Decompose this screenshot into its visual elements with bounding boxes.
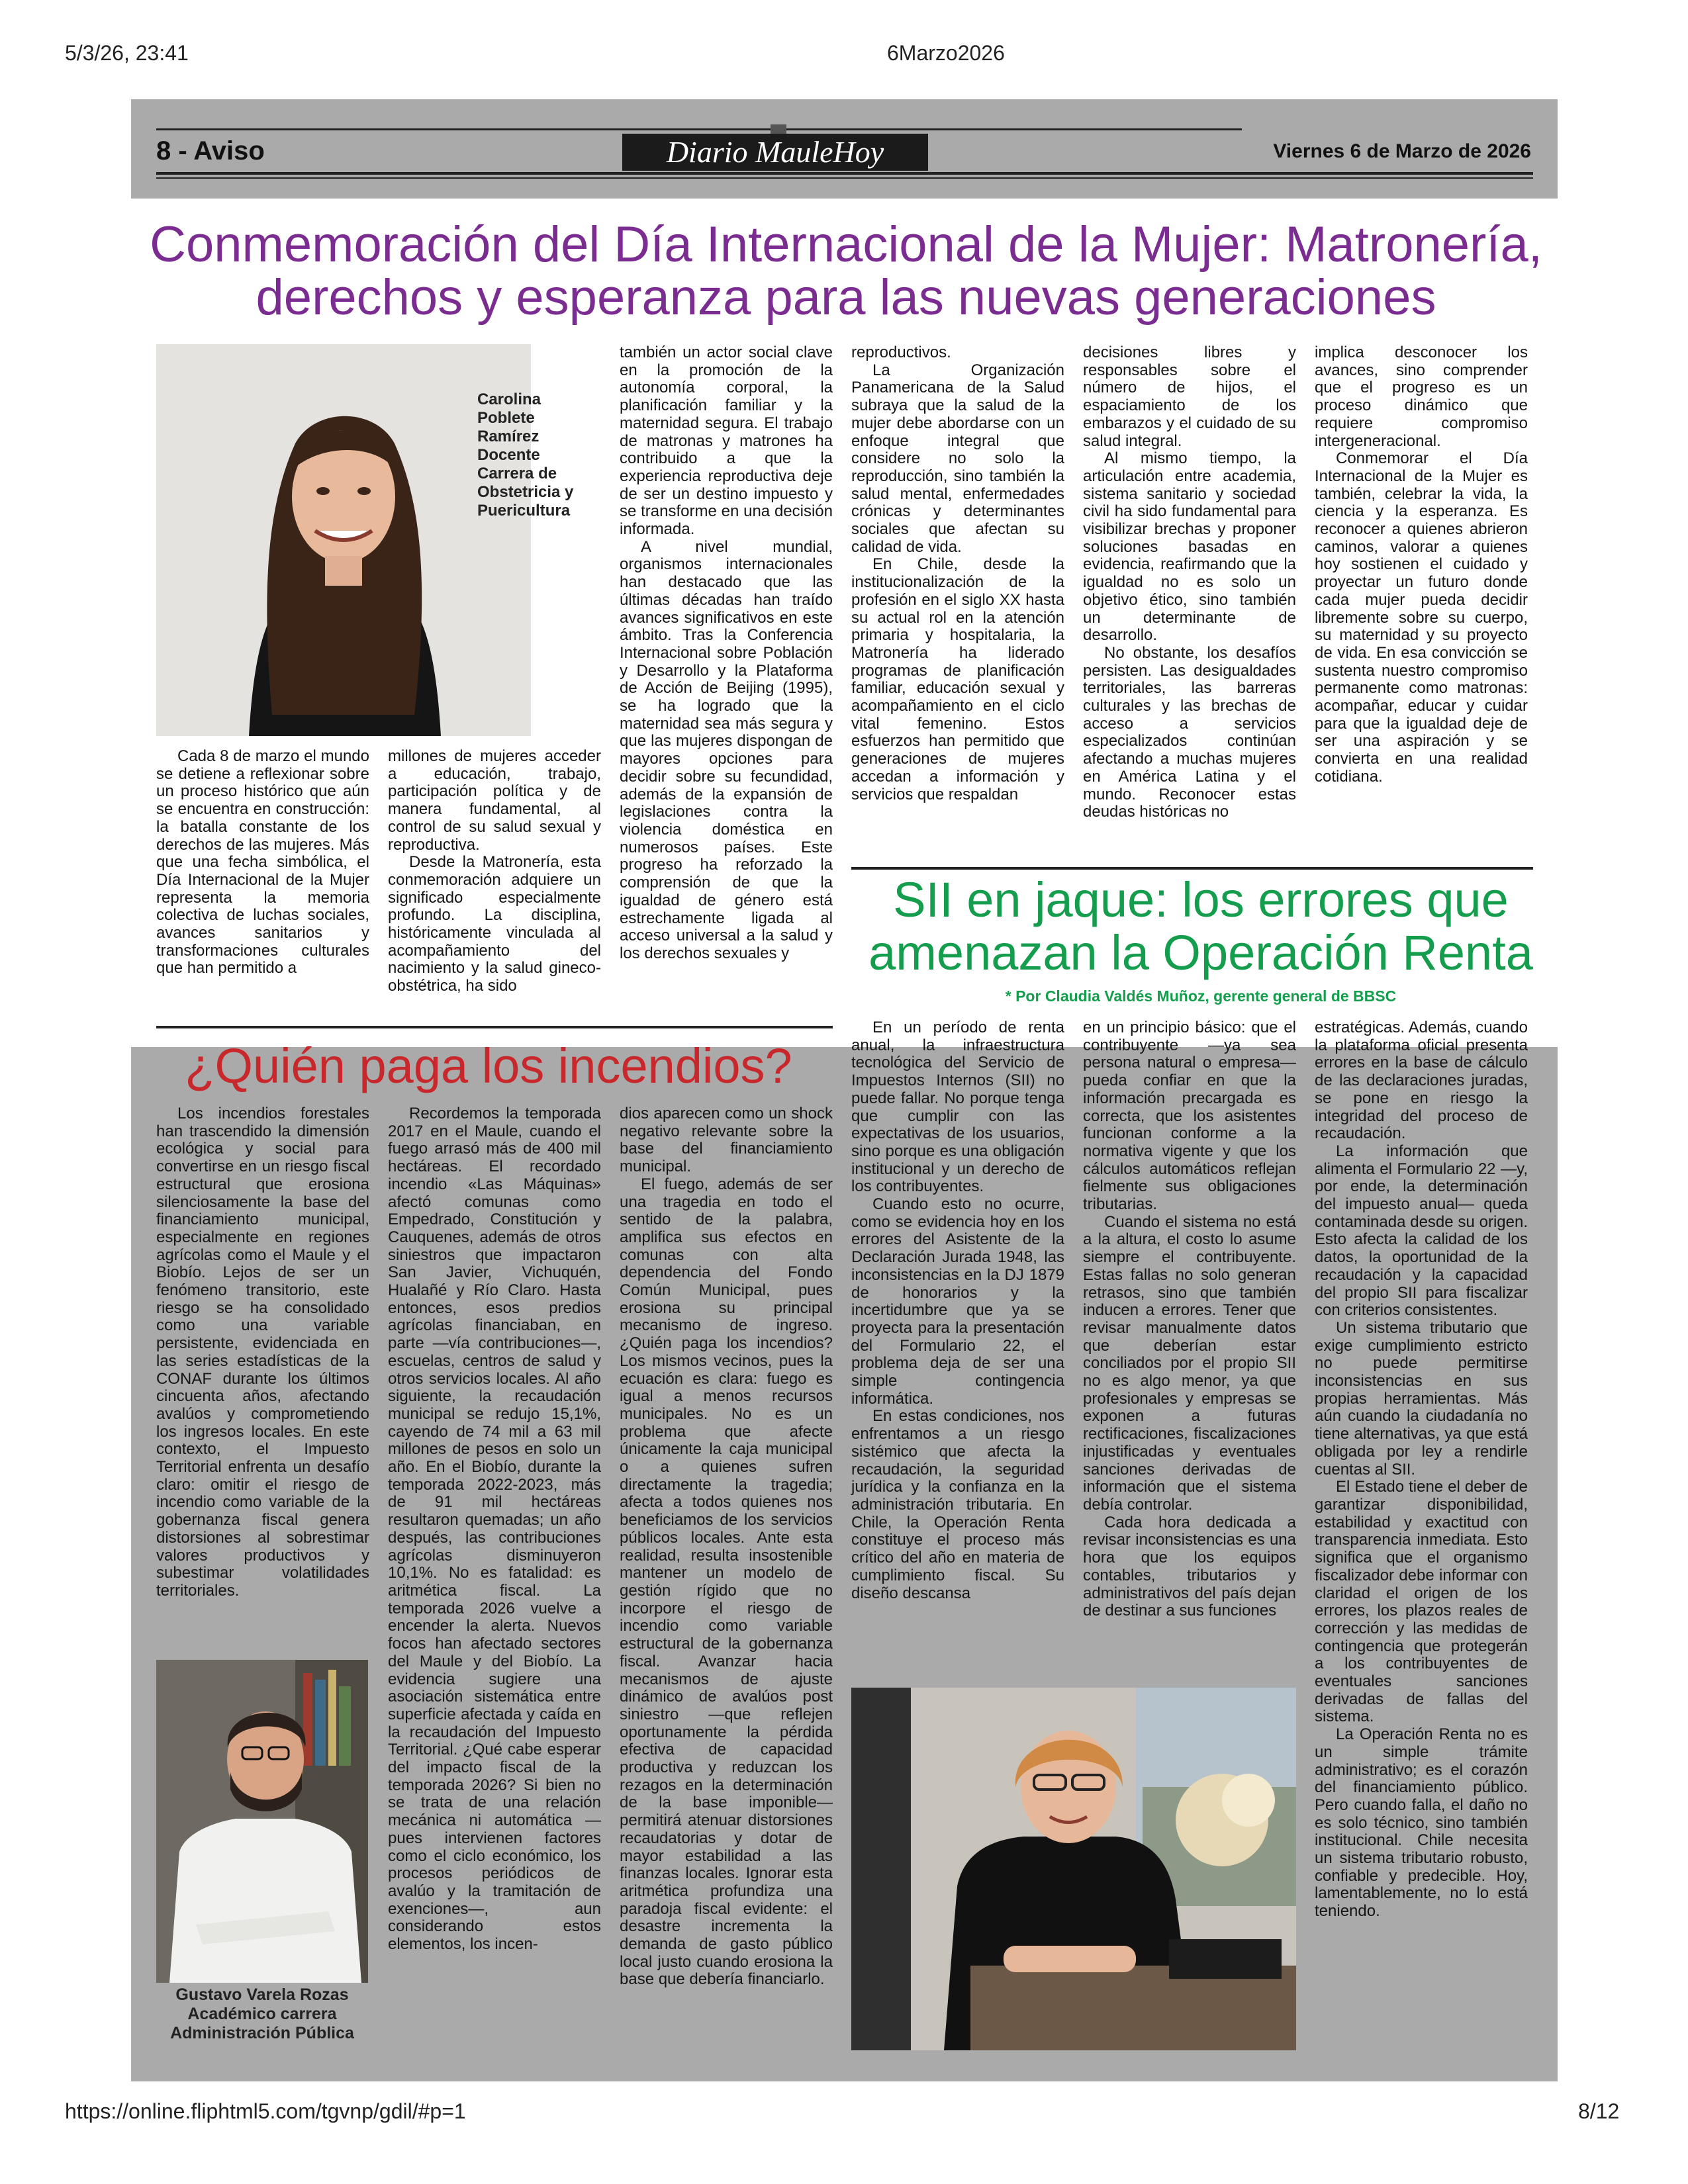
paragraph: dios aparecen como un shock negativo relevante sobre la base del financiamiento municipal.	[620, 1105, 833, 1176]
article-2-top-rule	[851, 867, 1533, 870]
article-2-col-1	[851, 1019, 1064, 1602]
paragraph: decisiones libres y responsables sobre el número de hijos, el espaciamiento de los embarazos y el cuidado de su salud integral.	[1083, 343, 1296, 450]
article-3-title: ¿Quién paga los incendios?	[185, 1038, 792, 1093]
paragraph: La Operación Renta no es un simple trámite administrativo; es el corazón del financiamiento público. Pero cuando falla, el daño no es solo técnico, sino también institucional. Chile necesita un sistema tributario robusto, confiable y predecible. Hoy, lamentablemente, no lo está teniendo.	[1315, 1725, 1528, 1921]
paragraph: millones de mujeres acceder a educación, trabajo, participación política y de manera fundamental, al control de su salud sexual y reproductiva.	[388, 747, 601, 854]
article-1-col-3	[620, 344, 833, 963]
article-3-col-1	[156, 1105, 369, 1600]
masthead-top-rule	[156, 128, 1242, 130]
paragraph: Cuando esto no ocurre, como se evidencia hoy en los errores del Asistente de la Declaración Jurada 1948, las inconsistencias en la DJ 1879 de honorarios y la incertidumbre que ya se proyecta para la presentación del Formulario 22, el problema deja de ser una simple contingencia informática.	[851, 1195, 1064, 1408]
newspaper-page	[131, 99, 1558, 2081]
article-1-col-2	[388, 748, 601, 995]
paragraph: No obstante, los desafíos persisten. Las desigualdades territoriales, las barreras culturales y las brechas de acceso a servicios especializados continúan afectando a muchas mujeres en América Latina y el mundo. Reconocer estas deudas históricas no	[1083, 643, 1296, 821]
article-2-col-2	[1083, 1019, 1296, 1620]
paragraph: La Organización Panamericana de la Salud subraya que la salud de la mujer debe abordarse con un enfoque integral que considere no solo la reproducción, sino también la salud mental, enfermedades crónicas y determinantes sociales que afectan su calidad de vida.	[851, 361, 1064, 556]
paragraph: El Estado tiene el deber de garantizar disponibilidad, estabilidad y exactitud con transparencia inmediata. Esto significa que el organismo fiscalizador debe informar con claridad el origen de los errores, los plazos reales de corrección y las medidas de contingencia que protegerán a los contribuyentes de eventuales sanciones derivadas de fallas del sistema.	[1315, 1478, 1528, 1726]
article-1-title: Conmemoración del Día Internacional de la Mujer: Matronería, derechos y esperanza para las nuevas generaciones	[150, 216, 1542, 326]
paragraph: Un sistema tributario que exige cumplimiento estricto no puede permitirse inconsistencias en sus propias herramientas. Más aún cuando la ciudadanía no tiene alternativas, ya que está obligada por ley a rendirle cuentas al SII.	[1315, 1318, 1528, 1479]
article-3-col-2	[388, 1105, 601, 1954]
paragraph: Al mismo tiempo, la articulación entre academia, sistema sanitario y sociedad civil ha sido fundamental para visibilizar brechas y proponer soluciones basadas en evidencia, reafirmando que la igualdad no es solo un objetivo ético, sino también un determinante de desarrollo.	[1083, 449, 1296, 645]
article-3-top-rule	[156, 1026, 833, 1028]
masthead-rule-2	[156, 177, 1533, 179]
author-photo-carolina	[156, 344, 531, 736]
paragraph: En estas condiciones, nos enfrentamos a un riesgo sistémico que afecta la recaudación, la seguridad jurídica y la confianza en la administración tributaria. En Chile, la Operación Renta constituye el proceso más crítico del año en materia de cumplimiento fiscal. Su diseño descansa	[851, 1407, 1064, 1602]
article-1-col-5	[1083, 344, 1296, 821]
paragraph: Los incendios forestales han trascendido la dimensión ecológica y social para convertirse en un riesgo fiscal estructural que erosiona silenciosamente la base del financiamiento municipal, especialmente en regiones agrícolas como el Maule y el Biobío. Lejos de ser un fenómeno transitorio, este riesgo se ha consolidado como una variable persistente, evidenciada en las series estadísticas de la CONAF durante los últimos cincuenta años, afectando avalúos y comprometiendo los ingresos locales. En este contexto, el Impuesto Territorial enfrenta un desafío claro: omitir el riesgo de incendio como variable de la gobernanza fiscal genera distorsiones al sobrestimar valores productivos y subestimar volatilidades territoriales.	[156, 1105, 369, 1600]
paragraph: En un período de renta anual, la infraestructura tecnológica del Servicio de Impuestos Internos (SII) no puede fallar. No porque tenga que cumplir con las expectativas de los usuarios, sino porque es una obligación institucional y un derecho de los contribuyentes.	[851, 1019, 1064, 1196]
section-label: 8 - Aviso	[156, 136, 265, 165]
author-caption-gustavo: Gustavo Varela Rozas Académico carrera Administración Pública	[170, 1985, 354, 2042]
article-1-col-6	[1315, 344, 1528, 786]
paragraph: Cuando el sistema no está a la altura, el costo lo asume siempre el contribuyente. Estas fallas no solo generan retrasos, sino que también inducen a errores. Tener que revisar manualmente datos que deberían estar conciliados por el propio SII no es algo menor, ya que profesionales y empresas se exponen a futuras rectificaciones, fiscalizaciones injustificadas y eventuales sanciones derivadas de información que el sistema debía controlar.	[1083, 1212, 1296, 1514]
paragraph: Cada hora dedicada a revisar inconsistencias es una hora que los equipos contables, tributarios y administrativos del país dejan de destinar a sus funciones	[1083, 1513, 1296, 1620]
author-caption-carolina: Carolina Poblete Ramírez Docente Carrera de Obstetricia y Puericultura	[477, 390, 574, 520]
paragraph: también un actor social clave en la promoción de la autonomía corporal, la planificación familiar y la maternidad segura. El trabajo de matronas y matrones ha contribuido a que la experiencia reproductiva deje de ser un destino impuesto y se transforme en una decisión informada.	[620, 343, 833, 539]
masthead-rule-1	[156, 172, 1533, 175]
article-2-title: SII en jaque: los errores que amenazan la Operación Renta	[868, 872, 1533, 980]
article-3-col-3	[620, 1105, 833, 1989]
paragraph: Conmemorar el Día Internacional de la Mujer es también, celebrar la vida, la ciencia y la esperanza. Es reconocer a quienes abrieron caminos, valorar a quienes hoy sostienen el cuidado y proyectar un futuro donde cada mujer pueda decidir libremente sobre su cuerpo, su maternidad y su proyecto de vida. En esa convicción se sustenta nuestro compromiso permanente como matronas: acompañar, educar y cuidar para que la igualdad deje de ser una aspiración y se convierta en una realidad cotidiana.	[1315, 449, 1528, 786]
paragraph: Desde la Matronería, esta conmemoración adquiere un significado especialmente profundo. La disciplina, históricamente vinculada al acompañamiento del nacimiento y la salud gineco-obstétrica, ha sido	[388, 853, 601, 995]
author-photo-gustavo	[156, 1660, 368, 1983]
article-1-col-4	[851, 344, 1064, 803]
paragraph: reproductivos.	[851, 343, 951, 361]
paragraph: La información que alimenta el Formulario 22 —y, por ende, la determinación del impuesto anual— queda contaminada desde su origen. Esto afecta la calidad de los datos, la oportunidad de la recaudación y la capacidad del propio SII para fiscalizar con criterios consistentes.	[1315, 1142, 1528, 1320]
paragraph: Recordemos la temporada 2017 en el Maule, cuando el fuego arrasó más de 400 mil hectáreas. El recordado incendio «Las Máquinas» afectó comunas como Empedrado, Constitución y Cauquenes, además de otros siniestros que impactaron San Javier, Vichuquén, Hualañé y Río Claro. Hasta entonces, esos predios agrícolas financiaban, en parte —vía contribuciones—, escuelas, centros de salud y otros servicios locales. Al año siguiente, la recaudación municipal se redujo 15,1%, cayendo de 74 mil a 63 mil millones de pesos en solo un año. En el Biobío, durante la temporada 2022-2023, más de 91 mil hectáreas resultaron quemadas; un año después, las contribuciones agrícolas disminuyeron 10,1%. No es fatalidad: es aritmética fiscal. La temporada 2026 vuelve a encender la alerta. Nuevos focos han afectado sectores del Maule y del Biobío. La evidencia sugiere una asociación sistemática entre superficie afectada y caída en la recaudación del Impuesto Territorial. ¿Qué cabe esperar del impacto fiscal de la temporada 2026? Si bien no se trata de una relación mecánica ni automática —pues intervienen factores como el ciclo económico, los procesos periódicos de avalúo y la tramitación de exenciones—, aun considerando estos elementos, los incen-	[388, 1105, 601, 1954]
newspaper-logo: Diario MauleHoy	[622, 134, 928, 171]
author-photo-claudia	[851, 1688, 1296, 2050]
article-1-col-1	[156, 748, 369, 978]
print-page-title: 6Marzo2026	[887, 41, 1005, 65]
paragraph: A nivel mundial, organismos internacionales han destacado que las últimas décadas han traído avances significativos en este ámbito. Tras la Conferencia Internacional sobre Población y Desarrollo y la Plataforma de Acción de Beijing (1995), se ha logrado que la maternidad sea más segura y que las mujeres dispongan de mayores opciones para decidir sobre su fecundidad, además de la expansión de legislaciones contra la violencia doméstica en numerosos países. Este progreso ha reforzado la comprensión de que la igualdad de género está estrechamente ligada al acceso universal a la salud y los derechos sexuales y	[620, 537, 833, 962]
print-timestamp: 5/3/26, 23:41	[65, 41, 189, 65]
article-2-col-3	[1315, 1019, 1528, 1921]
issue-date: Viernes 6 de Marzo de 2026	[1273, 140, 1531, 162]
paragraph: estratégicas. Además, cuando la plataforma oficial presenta errores en la base de cálculo de las declaraciones juradas, se pone en riesgo la integridad del proceso de recaudación.	[1315, 1019, 1528, 1143]
print-page-counter: 8/12	[1578, 2099, 1620, 2123]
paragraph: El fuego, además de ser una tragedia en todo el sentido de la palabra, amplifica sus efectos en comunas con alta dependencia del Fondo Común Municipal, pues erosiona su principal mecanismo de ingreso. ¿Quién paga los incendios? Los mismos vecinos, pues la ecuación es clara: fuego es igual a menos recursos municipales. No es un problema que afecte únicamente la caja municipal o a quienes sufren directamente la tragedia; afecta a todos quienes nos beneficiamos de los servicios públicos locales. Ante esta realidad, resulta insostenible mantener un modelo de gestión rígido que no incorpore el riesgo de incendio como variable estructural de la gobernanza fiscal. Avanzar hacia mecanismos de ajuste dinámico de avalúos post siniestro —que reflejen oportunamente la pérdida efectiva de capacidad productiva y reduzcan los rezagos en la determinación de la base imponible— permitirá atenuar distorsiones recaudatorias y dotar de mayor estabilidad a las finanzas locales. Ignorar esta aritmética profundiza una paradoja fiscal evidente: el desastre incrementa la demanda de gasto público local justo cuando erosiona la base que debería financiarlo.	[620, 1175, 833, 1989]
article-2-byline: * Por Claudia Valdés Muñoz, gerente general de BBSC	[1005, 987, 1397, 1005]
paragraph: en un principio básico: que el contribuyente —ya sea persona natural o empresa— pueda confiar en que la información precargada es correcta, que los asistentes funcionan conforme a la normativa vigente y que los cálculos automáticos reflejan fielmente sus obligaciones tributarias.	[1083, 1019, 1296, 1214]
print-url[interactable]: https://online.fliphtml5.com/tgvnp/gdil/#p=1	[65, 2099, 466, 2123]
paragraph: En Chile, desde la institucionalización de la profesión en el siglo XX hasta su actual rol en la atención primaria y hospitalaria, la Matronería ha liderado programas de planificación familiar, educación sexual y acompañamiento en el ciclo vital femenino. Estos esfuerzos han permitido que generaciones de mujeres accedan a información y servicios que respaldan	[851, 555, 1064, 803]
paragraph: Cada 8 de marzo el mundo se detiene a reflexionar sobre un proceso histórico que aún se encuentra en construcción: la batalla constante de los derechos de las mujeres. Más que una fecha simbólica, el Día Internacional de la Mujer representa la memoria colectiva de luchas sociales, avances sanitarios y transformaciones culturales que han permitido a	[156, 747, 369, 978]
paragraph: implica desconocer los avances, sino comprender que el progreso es un proceso dinámico que requiere compromiso intergeneracional.	[1315, 343, 1528, 450]
